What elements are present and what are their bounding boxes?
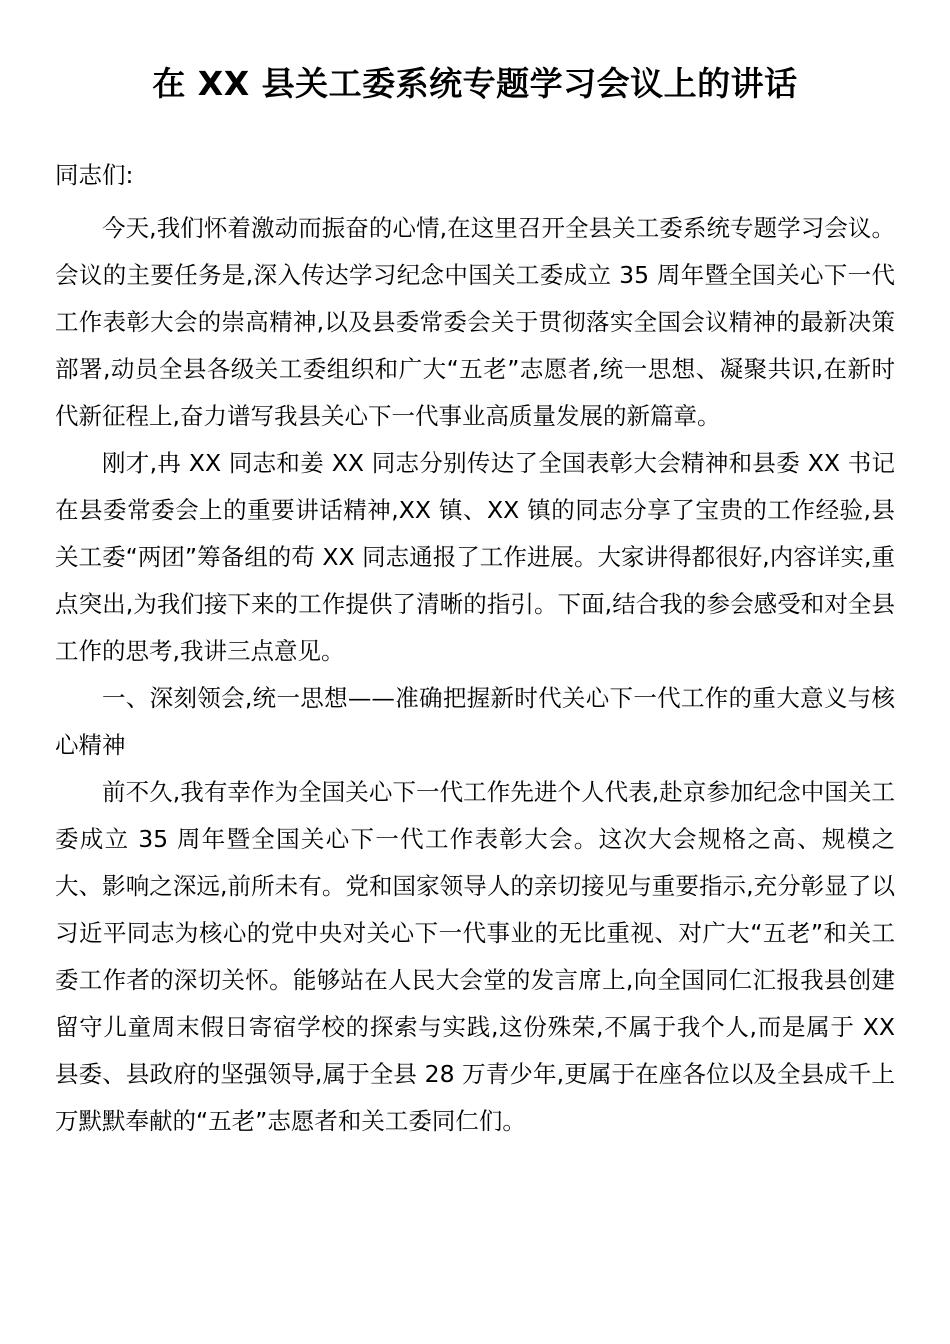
body-paragraph-1: 今天,我们怀着激动而振奋的心情,在这里召开全县关工委系统专题学习会议。会议的主要任务是,深入传达学习纪念中国关工委成立 35 周年暨全国关心下一代工作表彰大会的崇高精神,以及县委常委会关于贯彻落实全国会议精神的最新决策部署,动员全县各级关工委组织和广大“五老”志愿者,统一思想、凝聚共识,在新时代新征程上,奋力谱写我县关心下一代事业高质量发展的新篇章。 [55, 213, 895, 430]
document-body [55, 0, 895, 1145]
page-title: 在 XX 县关工委系统专题学习会议上的讲话 [152, 64, 798, 103]
section-paragraph-1: 前不久,我有幸作为全国关心下一代工作先进个人代表,赴京参加纪念中国关工委成立 35 周年暨全国关心下一代工作表彰大会。这次大会规格之高、规模之大、影响之深远,前所未有。党和国家领导人的亲切接见与重要指示,充分彰显了以习近平同志为核心的党中央对关心下一代事业的无比重视、对广大“五老”和关工委工作者的深切关怀。能够站在人民大会堂的发言席上,向全国同仁汇报我县创建留守儿童周末假日寄宿学校的探索与实践,这份殊荣,不属于我个人,而是属于 XX 县委、县政府的坚强领导,属于全县 28 万青少年,更属于在座各位以及全县成千上万默默奉献的“五老”志愿者和关工委同仁们。 [55, 777, 895, 1135]
section-heading-1: 一、深刻领会,统一思想——准确把握新时代关心下一代工作的重大意义与核心精神 [55, 683, 895, 759]
salutation: 同志们: [55, 160, 134, 189]
body-paragraph-2: 刚才,冉 XX 同志和姜 XX 同志分别传达了全国表彰大会精神和县委 XX 书记在县委常委会上的重要讲话精神,XX 镇、XX 镇的同志分享了宝贵的工作经验,县关工委“两团”筹备组的苟 XX 同志通报了工作进展。大家讲得都很好,内容详实,重点突出,为我们接下来的工作提供了清晰的指引。下面,结合我的参会感受和对全县工作的思考,我讲三点意见。 [55, 448, 895, 665]
